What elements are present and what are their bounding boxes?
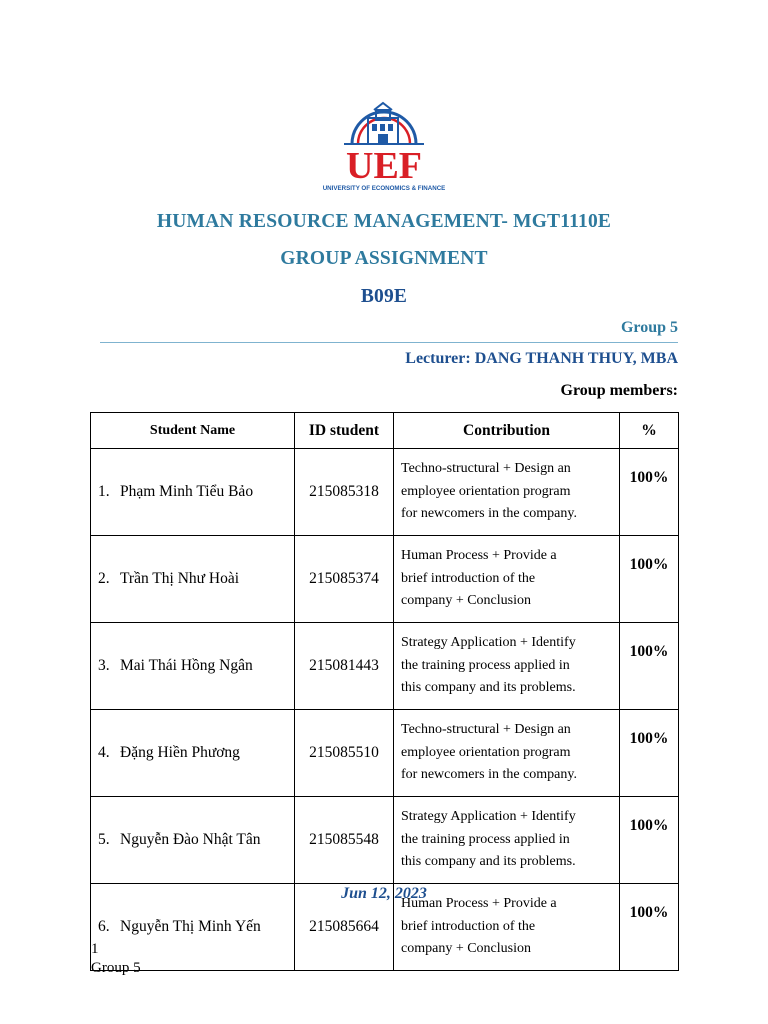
row-number: 2.: [98, 570, 110, 587]
row-number: 1.: [98, 483, 110, 500]
contribution-percent: 100%: [620, 623, 679, 710]
student-name: Nguyễn Thị Minh Yến: [120, 918, 261, 935]
submission-date: Jun 12, 2023: [341, 885, 427, 902]
table-row: [91, 623, 679, 710]
student-name-cell: [91, 623, 295, 710]
contribution-line: the training process applied in: [401, 657, 570, 673]
contribution-line: for newcomers in the company.: [401, 506, 577, 522]
uef-logo: [304, 100, 464, 194]
contribution-line: company + Conclusion: [401, 941, 531, 957]
table-row: [91, 797, 679, 884]
contribution-line: company + Conclusion: [401, 593, 531, 609]
student-id: 215085510: [295, 710, 394, 797]
table-row: [91, 449, 679, 536]
contribution-cell: [394, 710, 620, 797]
contribution-line: brief introduction of the: [401, 918, 536, 934]
contribution-line: Strategy Application + Identify: [401, 809, 576, 825]
row-number: 3.: [98, 657, 110, 674]
table-header-row: [91, 413, 679, 449]
contribution-cell: [394, 536, 620, 623]
table-row: [91, 536, 679, 623]
course-title: HUMAN RESOURCE MANAGEMENT- MGT1110E: [156, 211, 612, 232]
contribution-line: the training process applied in: [401, 831, 570, 847]
contribution-percent: 100%: [620, 884, 679, 971]
university-building-icon: [304, 100, 464, 194]
row-number: 5.: [98, 831, 110, 848]
header-percent: %: [620, 413, 679, 449]
student-id: 215085664: [295, 884, 394, 971]
assignment-title: GROUP ASSIGNMENT: [280, 248, 488, 269]
contribution-line: this company and its problems.: [401, 854, 576, 870]
lecturer-label: Lecturer: DANG THANH THUY, MBA: [405, 350, 678, 367]
student-name: Đặng Hiền Phương: [120, 744, 240, 761]
contribution-line: Strategy Application + Identify: [401, 635, 576, 651]
student-id: 215081443: [295, 623, 394, 710]
contribution-cell: [394, 797, 620, 884]
header-contribution: Contribution: [394, 413, 620, 449]
student-name: Trần Thị Như Hoài: [120, 570, 240, 587]
contribution-line: Techno-structural + Design an: [401, 461, 571, 477]
student-name-cell: [91, 710, 295, 797]
contribution-line: Techno-structural + Design an: [401, 722, 571, 738]
footer-group: Group 5: [91, 960, 141, 976]
table-row: [91, 710, 679, 797]
student-name: Mai Thái Hồng Ngân: [120, 657, 253, 674]
row-number: 6.: [98, 918, 110, 935]
student-name-cell: [91, 536, 295, 623]
student-name: Nguyễn Đào Nhật Tân: [120, 831, 261, 848]
contribution-percent: 100%: [620, 536, 679, 623]
contribution-line: this company and its problems.: [401, 680, 576, 696]
student-id: 215085374: [295, 536, 394, 623]
contribution-percent: 100%: [620, 797, 679, 884]
contribution-line: Human Process + Provide a: [401, 896, 557, 912]
student-name-cell: [91, 797, 295, 884]
contribution-percent: 100%: [620, 449, 679, 536]
page-number: 1: [91, 941, 99, 957]
members-label: Group members:: [560, 382, 678, 399]
group-label: Group 5: [620, 319, 678, 336]
contribution-line: brief introduction of the: [401, 570, 536, 586]
contribution-percent: 100%: [620, 710, 679, 797]
logo-wordmark: UEF: [346, 145, 422, 187]
student-id: 215085318: [295, 449, 394, 536]
contribution-cell: [394, 623, 620, 710]
divider: [100, 342, 678, 343]
row-number: 4.: [98, 744, 110, 761]
contribution-line: employee orientation program: [401, 483, 571, 499]
header-id-student: ID student: [295, 413, 394, 449]
class-code: B09E: [360, 286, 408, 307]
student-name: Phạm Minh Tiểu Bảo: [120, 483, 254, 500]
header-student-name: Student Name: [91, 413, 295, 449]
contribution-line: Human Process + Provide a: [401, 548, 557, 564]
contribution-cell: [394, 449, 620, 536]
logo-subtitle: UNIVERSITY OF ECONOMICS & FINANCE: [322, 185, 446, 192]
contribution-line: employee orientation program: [401, 744, 571, 760]
contribution-line: for newcomers in the company.: [401, 767, 577, 783]
student-name-cell: [91, 449, 295, 536]
student-id: 215085548: [295, 797, 394, 884]
